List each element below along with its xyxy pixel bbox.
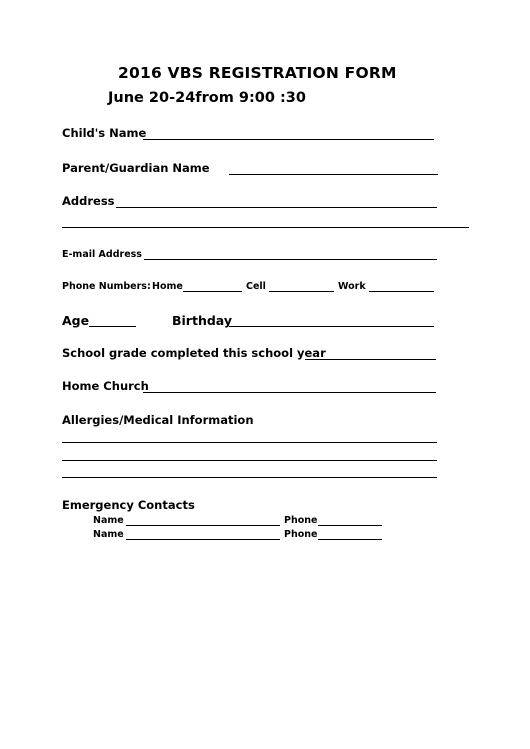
form-title: 2016 VBS REGISTRATION FORM [118, 64, 397, 82]
contact1-name-field[interactable] [126, 525, 280, 526]
emergency-contacts-label: Emergency Contacts [62, 498, 195, 512]
address-field-line1[interactable] [116, 207, 437, 208]
email-field[interactable] [144, 259, 437, 260]
age-label: Age [62, 313, 90, 328]
home-phone-field[interactable] [183, 291, 242, 292]
cell-phone-label: Cell [246, 281, 266, 292]
work-phone-field[interactable] [369, 291, 434, 292]
home-church-label: Home Church [62, 379, 149, 393]
form-dates: June 20-24from 9:00 :30 [108, 90, 306, 106]
contact1-name-label: Name [93, 515, 124, 526]
child-name-field[interactable] [143, 139, 434, 140]
birthday-label: Birthday [172, 313, 232, 328]
contact1-phone-field[interactable] [318, 525, 382, 526]
school-grade-field[interactable] [305, 359, 436, 360]
allergies-field-line3[interactable] [62, 477, 437, 478]
cell-phone-field[interactable] [269, 291, 334, 292]
contact2-name-field[interactable] [126, 539, 280, 540]
address-field-line2[interactable] [62, 227, 469, 228]
home-church-field[interactable] [143, 392, 436, 393]
birthday-field[interactable] [229, 326, 434, 327]
parent-name-field[interactable] [229, 174, 438, 175]
age-field[interactable] [89, 326, 136, 327]
address-label: Address [62, 194, 115, 208]
contact1-phone-label: Phone [284, 515, 318, 526]
phone-numbers-label: Phone Numbers: [62, 281, 151, 292]
email-label: E-mail Address [62, 249, 142, 260]
contact2-phone-label: Phone [284, 529, 318, 540]
contact2-name-label: Name [93, 529, 124, 540]
work-phone-label: Work [338, 281, 366, 292]
allergies-field-line2[interactable] [62, 460, 437, 461]
allergies-label: Allergies/Medical Information [62, 413, 254, 427]
parent-name-label: Parent/Guardian Name [62, 161, 210, 175]
school-grade-label: School grade completed this school year [62, 346, 326, 360]
home-phone-label: Home [152, 281, 183, 292]
allergies-field-line1[interactable] [62, 442, 437, 443]
contact2-phone-field[interactable] [318, 539, 382, 540]
child-name-label: Child's Name [62, 126, 147, 140]
